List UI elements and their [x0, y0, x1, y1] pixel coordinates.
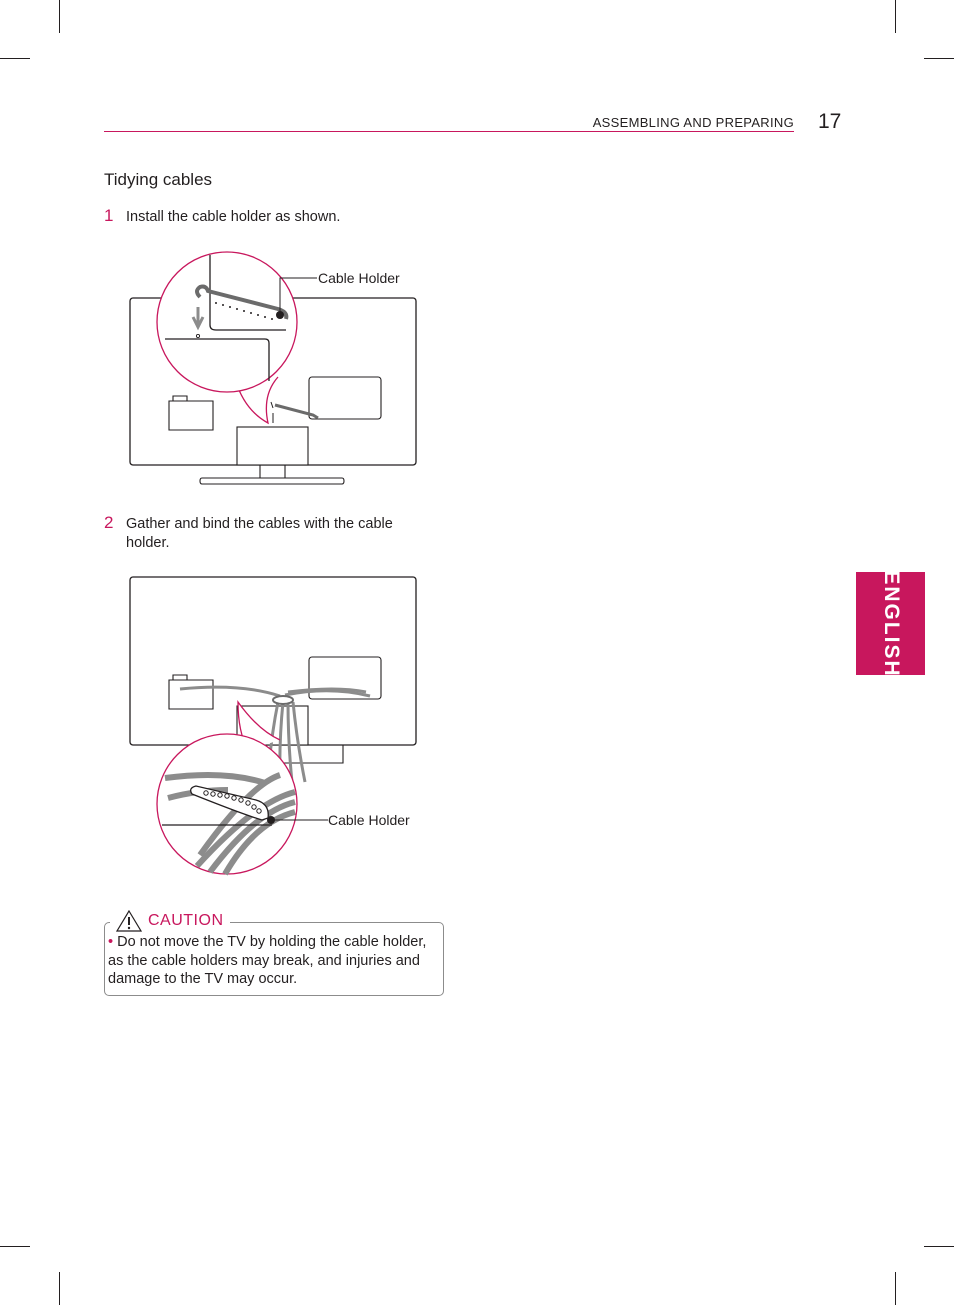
caution-item [108, 933, 434, 989]
bullet: • [108, 934, 114, 950]
caution-label: CAUTION [148, 912, 224, 929]
crop-mark [895, 0, 896, 33]
header-section-title: ASSEMBLING AND PREPARING [592, 115, 794, 130]
cable-holder-callout: Cable Holder [318, 270, 400, 286]
step-number: 1 [104, 206, 114, 225]
page-number: 17 [818, 110, 842, 133]
crop-mark [895, 1272, 896, 1305]
warning-icon [116, 910, 142, 932]
crop-mark [924, 1246, 954, 1247]
crop-mark [924, 58, 954, 59]
tv-cables-bound-illustration [120, 570, 440, 880]
crop-mark [59, 0, 60, 33]
language-tab-label: ENGLISH [879, 569, 903, 678]
step-number: 2 [104, 513, 114, 532]
crop-mark [0, 1246, 30, 1247]
caution-heading [110, 909, 230, 933]
crop-mark [59, 1272, 60, 1305]
step-text: Gather and bind the cables with the cable holder. [126, 516, 393, 551]
caution-text: Do not move the TV by holding the cable holder, as the cable holders may break, and injuries and damage to the TV may occur. [108, 934, 427, 987]
section-title: Tidying cables [104, 170, 213, 189]
crop-mark [0, 58, 30, 59]
header-rule [104, 131, 794, 132]
step-text: Install the cable holder as shown. [126, 209, 341, 225]
language-tab [856, 569, 925, 678]
cable-holder-callout: Cable Holder [328, 812, 410, 828]
